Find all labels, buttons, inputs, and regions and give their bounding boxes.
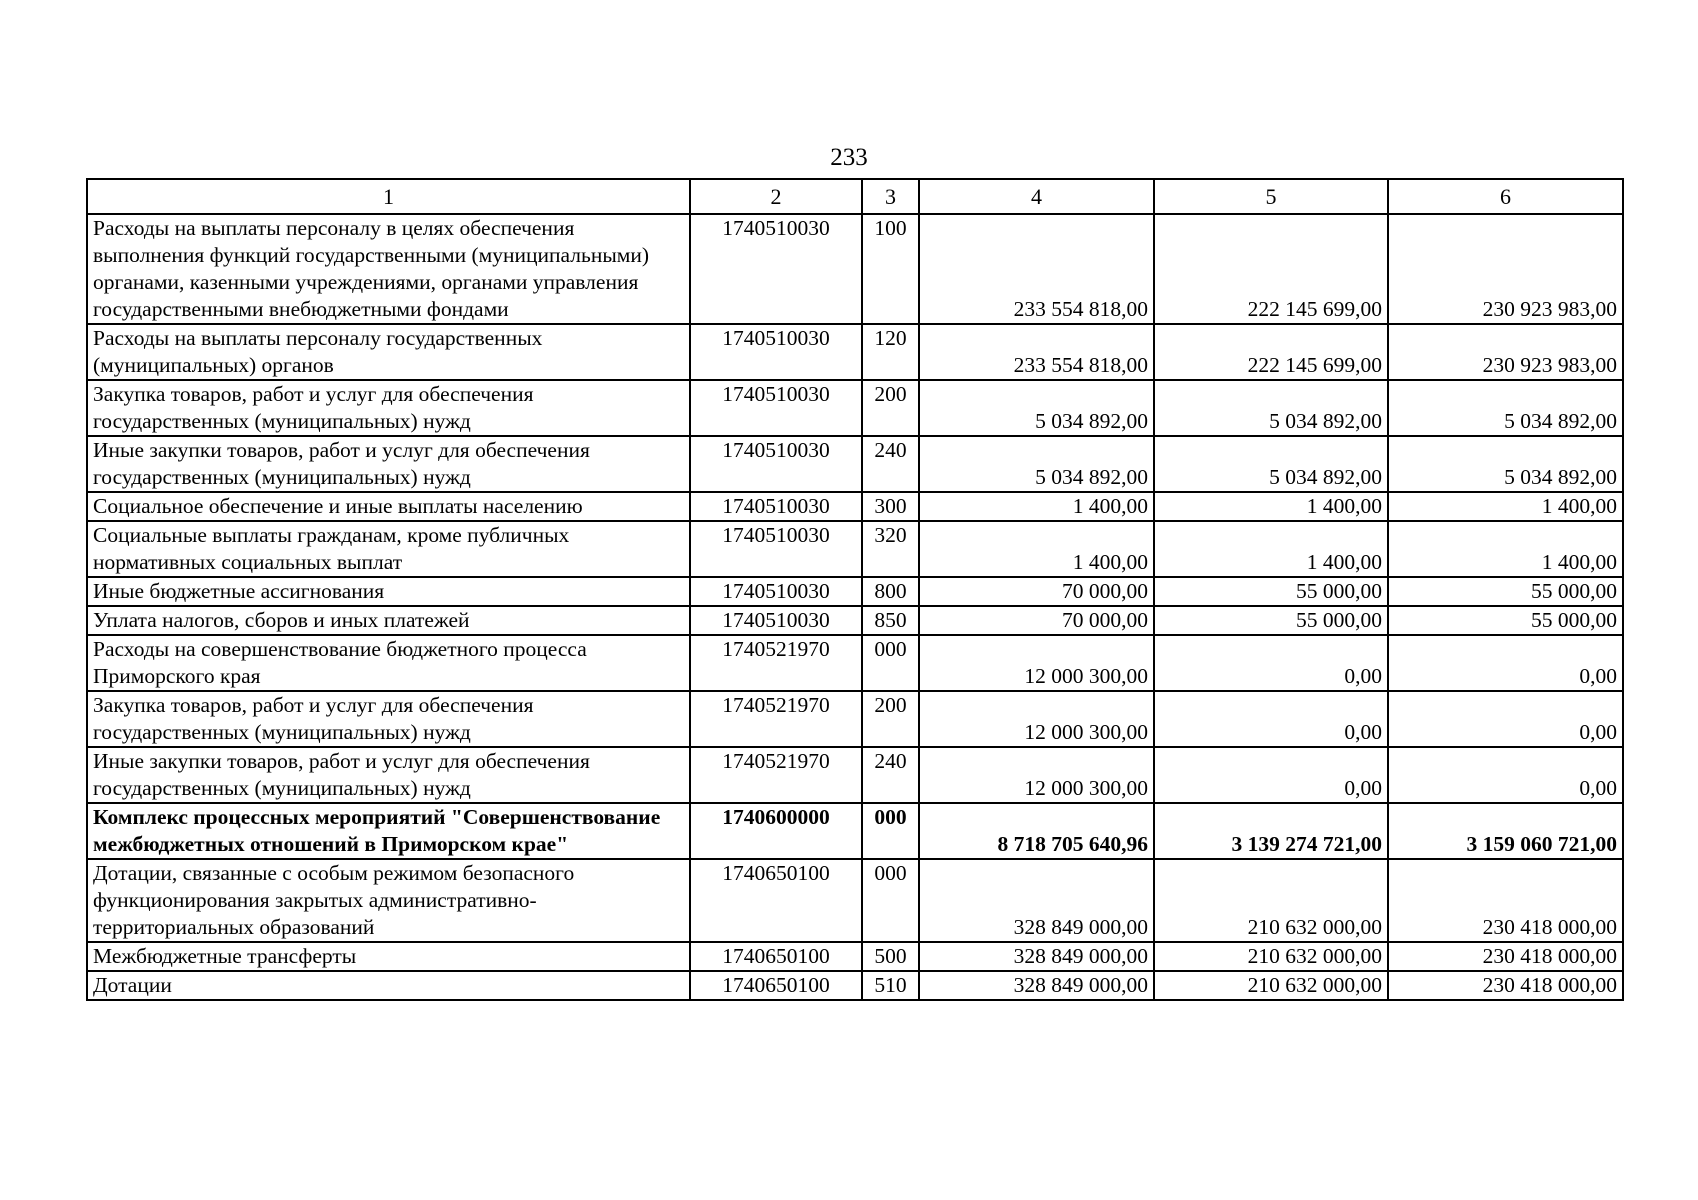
row-expense-type-cell: 240: [862, 747, 919, 803]
budget-table: [86, 178, 1624, 1001]
row-expense-type-cell: 000: [862, 803, 919, 859]
row-amount-col5-cell: 55 000,00: [1154, 577, 1388, 606]
row-amount-col6-cell: 230 418 000,00: [1388, 859, 1623, 942]
row-amount-col4-cell: 328 849 000,00: [919, 971, 1154, 1000]
table-row: [87, 942, 1623, 971]
row-code-cell: 1740510030: [690, 492, 862, 521]
row-amount-col6-cell: 5 034 892,00: [1388, 380, 1623, 436]
row-amount-col4-cell: 12 000 300,00: [919, 747, 1154, 803]
row-code-cell: 1740510030: [690, 521, 862, 577]
row-amount-col5-cell: 222 145 699,00: [1154, 214, 1388, 324]
row-name-cell: Иные закупки товаров, работ и услуг для обеспечения государственных (муниципальных) нужд: [87, 436, 690, 492]
row-expense-type-cell: 200: [862, 691, 919, 747]
table-body: [87, 214, 1623, 1000]
row-amount-col4-cell: 70 000,00: [919, 577, 1154, 606]
column-header-1: 1: [87, 179, 690, 214]
table-row: [87, 521, 1623, 577]
row-code-cell: 1740510030: [690, 606, 862, 635]
row-name-cell: Дотации: [87, 971, 690, 1000]
table-row: [87, 436, 1623, 492]
row-code-cell: 1740510030: [690, 577, 862, 606]
row-code-cell: 1740650100: [690, 971, 862, 1000]
row-expense-type-cell: 850: [862, 606, 919, 635]
row-code-cell: 1740510030: [690, 436, 862, 492]
table-row: [87, 747, 1623, 803]
row-amount-col6-cell: 230 923 983,00: [1388, 214, 1623, 324]
row-code-cell: 1740650100: [690, 942, 862, 971]
row-amount-col5-cell: 222 145 699,00: [1154, 324, 1388, 380]
row-name-cell: Расходы на выплаты персоналу государственных (муниципальных) органов: [87, 324, 690, 380]
row-amount-col5-cell: 0,00: [1154, 691, 1388, 747]
page-number: 233: [830, 144, 868, 171]
column-header-5: 5: [1154, 179, 1388, 214]
row-amount-col6-cell: 3 159 060 721,00: [1388, 803, 1623, 859]
row-expense-type-cell: 240: [862, 436, 919, 492]
row-code-cell: 1740521970: [690, 747, 862, 803]
row-amount-col4-cell: 8 718 705 640,96: [919, 803, 1154, 859]
row-amount-col5-cell: 210 632 000,00: [1154, 942, 1388, 971]
table-row: [87, 971, 1623, 1000]
row-amount-col6-cell: 230 418 000,00: [1388, 971, 1623, 1000]
row-name-cell: Расходы на выплаты персоналу в целях обеспечения выполнения функций государственными (муниципальными) органами, казенными учреждениями, органами управления государственными внебюджетными фондами: [87, 214, 690, 324]
row-name-cell: Дотации, связанные с особым режимом безопасного функционирования закрытых административно-территориальных образований: [87, 859, 690, 942]
row-amount-col4-cell: 12 000 300,00: [919, 691, 1154, 747]
row-name-cell: Социальное обеспечение и иные выплаты населению: [87, 492, 690, 521]
table-row: [87, 577, 1623, 606]
table-row: [87, 635, 1623, 691]
row-amount-col6-cell: 1 400,00: [1388, 521, 1623, 577]
row-amount-col5-cell: 1 400,00: [1154, 492, 1388, 521]
row-expense-type-cell: 500: [862, 942, 919, 971]
row-expense-type-cell: 120: [862, 324, 919, 380]
row-expense-type-cell: 320: [862, 521, 919, 577]
table-row: [87, 380, 1623, 436]
row-amount-col6-cell: 55 000,00: [1388, 577, 1623, 606]
row-code-cell: 1740510030: [690, 324, 862, 380]
row-code-cell: 1740510030: [690, 214, 862, 324]
row-amount-col4-cell: 1 400,00: [919, 521, 1154, 577]
row-amount-col6-cell: 5 034 892,00: [1388, 436, 1623, 492]
row-name-cell: Уплата налогов, сборов и иных платежей: [87, 606, 690, 635]
row-amount-col4-cell: 233 554 818,00: [919, 324, 1154, 380]
row-expense-type-cell: 300: [862, 492, 919, 521]
table-row: [87, 691, 1623, 747]
row-code-cell: 1740510030: [690, 380, 862, 436]
row-amount-col5-cell: 0,00: [1154, 747, 1388, 803]
row-amount-col5-cell: 1 400,00: [1154, 521, 1388, 577]
row-code-cell: 1740600000: [690, 803, 862, 859]
row-name-cell: Закупка товаров, работ и услуг для обеспечения государственных (муниципальных) нужд: [87, 691, 690, 747]
row-expense-type-cell: 100: [862, 214, 919, 324]
row-amount-col4-cell: 70 000,00: [919, 606, 1154, 635]
row-amount-col6-cell: 0,00: [1388, 635, 1623, 691]
table-row: [87, 606, 1623, 635]
row-amount-col4-cell: 1 400,00: [919, 492, 1154, 521]
table-row: [87, 859, 1623, 942]
column-header-4: 4: [919, 179, 1154, 214]
row-name-cell: Социальные выплаты гражданам, кроме публичных нормативных социальных выплат: [87, 521, 690, 577]
row-amount-col5-cell: 0,00: [1154, 635, 1388, 691]
row-amount-col5-cell: 210 632 000,00: [1154, 859, 1388, 942]
table-row: [87, 324, 1623, 380]
row-amount-col6-cell: 55 000,00: [1388, 606, 1623, 635]
row-expense-type-cell: 800: [862, 577, 919, 606]
row-name-cell: Расходы на совершенствование бюджетного процесса Приморского края: [87, 635, 690, 691]
row-amount-col4-cell: 233 554 818,00: [919, 214, 1154, 324]
row-amount-col6-cell: 230 418 000,00: [1388, 942, 1623, 971]
row-amount-col4-cell: 328 849 000,00: [919, 942, 1154, 971]
row-amount-col6-cell: 0,00: [1388, 691, 1623, 747]
row-amount-col5-cell: 210 632 000,00: [1154, 971, 1388, 1000]
header-row: [87, 179, 1623, 214]
table-row: [87, 492, 1623, 521]
row-expense-type-cell: 000: [862, 635, 919, 691]
row-name-cell: Закупка товаров, работ и услуг для обеспечения государственных (муниципальных) нужд: [87, 380, 690, 436]
row-expense-type-cell: 200: [862, 380, 919, 436]
row-name-cell: Межбюджетные трансферты: [87, 942, 690, 971]
row-amount-col4-cell: 328 849 000,00: [919, 859, 1154, 942]
table-row: [87, 214, 1623, 324]
row-name-cell: Иные бюджетные ассигнования: [87, 577, 690, 606]
row-name-cell: Иные закупки товаров, работ и услуг для обеспечения государственных (муниципальных) нужд: [87, 747, 690, 803]
row-amount-col4-cell: 5 034 892,00: [919, 380, 1154, 436]
row-amount-col5-cell: 5 034 892,00: [1154, 436, 1388, 492]
row-code-cell: 1740650100: [690, 859, 862, 942]
row-code-cell: 1740521970: [690, 635, 862, 691]
row-expense-type-cell: 000: [862, 859, 919, 942]
row-amount-col5-cell: 55 000,00: [1154, 606, 1388, 635]
column-header-6: 6: [1388, 179, 1623, 214]
row-amount-col6-cell: 230 923 983,00: [1388, 324, 1623, 380]
column-header-3: 3: [862, 179, 919, 214]
row-amount-col4-cell: 12 000 300,00: [919, 635, 1154, 691]
column-header-2: 2: [690, 179, 862, 214]
row-amount-col4-cell: 5 034 892,00: [919, 436, 1154, 492]
row-code-cell: 1740521970: [690, 691, 862, 747]
table-row: [87, 803, 1623, 859]
row-name-cell: Комплекс процессных мероприятий "Совершенствование межбюджетных отношений в Приморском крае": [87, 803, 690, 859]
row-amount-col6-cell: 1 400,00: [1388, 492, 1623, 521]
row-amount-col5-cell: 3 139 274 721,00: [1154, 803, 1388, 859]
row-expense-type-cell: 510: [862, 971, 919, 1000]
row-amount-col6-cell: 0,00: [1388, 747, 1623, 803]
row-amount-col5-cell: 5 034 892,00: [1154, 380, 1388, 436]
